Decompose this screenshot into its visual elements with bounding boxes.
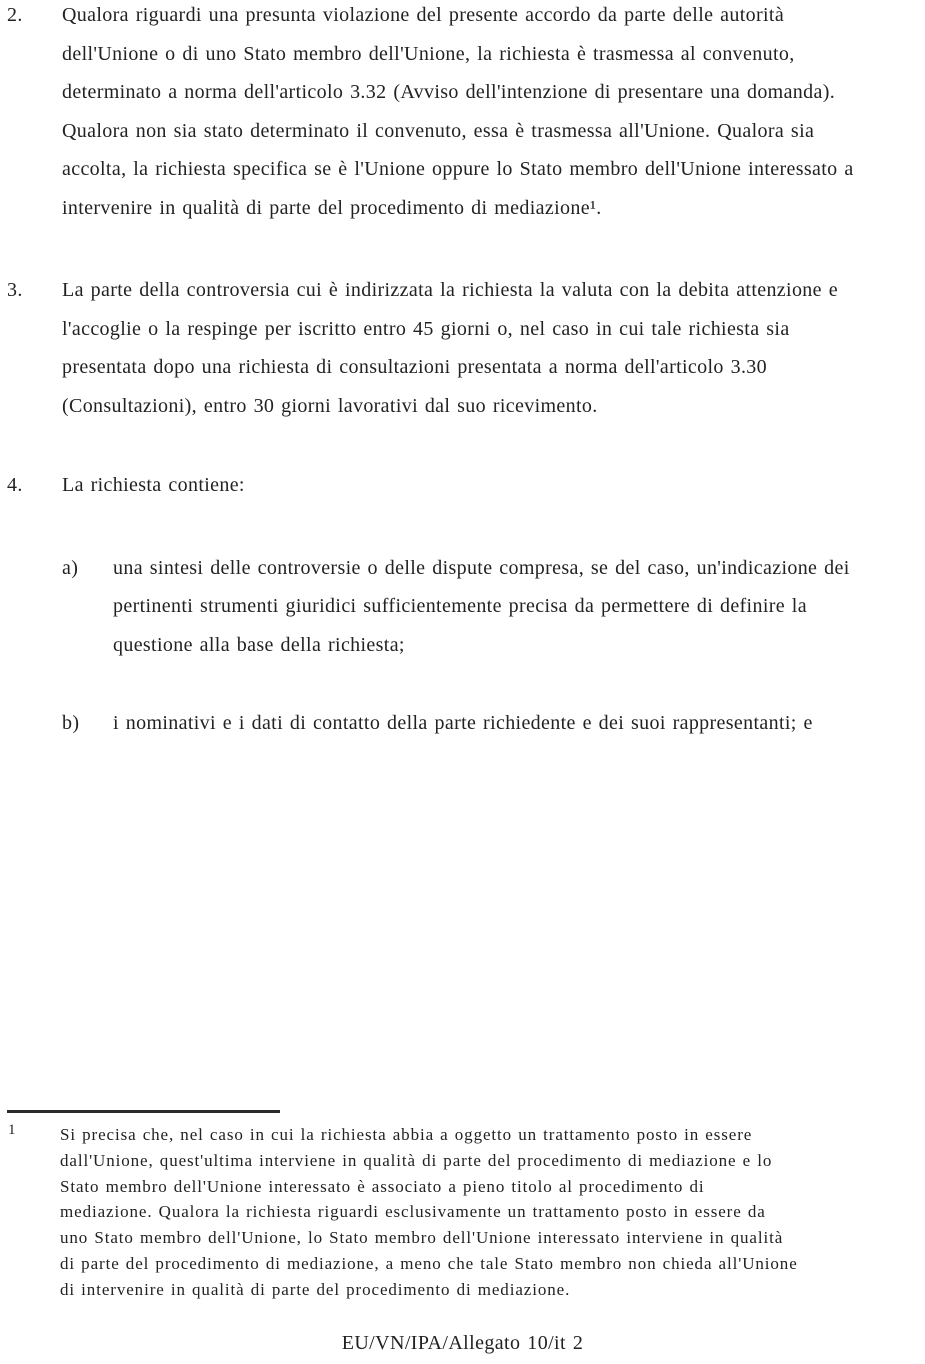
footnote-line: Si precisa che, nel caso in cui la richiesta abbia a oggetto un trattamento posto in essere	[60, 1125, 753, 1144]
text-line: i nominativi e i dati di contatto della parte richiedente e dei suoi rappresentanti; e	[113, 712, 813, 734]
footnote-line: Stato membro dell'Unione interessato è associato a pieno titolo al procedimento di	[60, 1176, 705, 1196]
item-label: 3.	[7, 279, 23, 301]
text-line: La richiesta contiene:	[62, 474, 245, 496]
item-label: 4.	[7, 474, 23, 496]
item-text	[62, 0, 917, 227]
text-line: Qualora non sia stato determinato il convenuto, essa è trasmessa all'Unione. Qualora sia	[62, 119, 815, 142]
item-label: a)	[62, 556, 79, 579]
numbered-item	[7, 271, 917, 425]
item-label: 2.	[7, 4, 23, 26]
document-body	[7, 0, 917, 743]
item-text	[62, 271, 917, 425]
item-label: b)	[62, 712, 80, 734]
document-reference: EU/VN/IPA/Allegato 10/it 2	[341, 1332, 584, 1354]
text-line: presentata dopo una richiesta di consultazioni presentata a norma dell'articolo 3.30	[62, 356, 767, 378]
text-line: l'accoglie o la respinge per iscritto entro 45 giorni o, nel caso in cui tale richiesta sia	[62, 317, 790, 340]
sub-item	[7, 549, 917, 665]
item-text	[113, 549, 917, 665]
text-line: una sintesi delle controversie o delle dispute compresa, se del caso, un'indicazione dei	[113, 556, 850, 579]
footnote-line: di intervenire in qualità di parte del procedimento di mediazione.	[60, 1279, 571, 1299]
footnote-text	[60, 1122, 912, 1303]
text-line: questione alla base della richiesta;	[113, 633, 405, 656]
numbered-item	[7, 0, 917, 227]
text-line: accolta, la richiesta specifica se è l'Unione oppure lo Stato membro dell'Unione interessato a	[62, 158, 854, 180]
footnote-line: mediazione. Qualora la richiesta riguardi esclusivamente un trattamento posto in essere da	[60, 1202, 766, 1222]
page-footer	[0, 1332, 925, 1355]
text-line: intervenire in qualità di parte del procedimento di mediazione¹.	[62, 196, 602, 219]
footnote-line: di parte del procedimento di mediazione, a meno che tale Stato membro non chieda all'Unione	[60, 1253, 798, 1273]
text-line: determinato a norma dell'articolo 3.32 (Avviso dell'intenzione di presentare una domanda).	[62, 81, 836, 103]
footnote-marker: 1	[8, 1122, 16, 1138]
numbered-item	[7, 466, 917, 505]
item-text	[62, 466, 917, 505]
footnote-line: dall'Unione, quest'ultima interviene in qualità di parte del procedimento di mediazione e lo	[60, 1150, 773, 1170]
sub-item	[7, 704, 917, 743]
item-text	[113, 704, 917, 743]
footnote-line: uno Stato membro dell'Unione, lo Stato membro dell'Unione interessato interviene in qualità	[60, 1228, 784, 1248]
text-line: (Consultazioni), entro 30 giorni lavorativi dal suo ricevimento.	[62, 394, 598, 417]
text-line: La parte della controversia cui è indirizzata la richiesta la valuta con la debita attenzione e	[62, 279, 838, 301]
text-line: dell'Unione o di uno Stato membro dell'Unione, la richiesta è trasmessa al convenuto,	[62, 42, 795, 65]
footnote-section	[7, 1122, 912, 1303]
footnote-separator-rule	[7, 1110, 280, 1113]
text-line: Qualora riguardi una presunta violazione del presente accordo da parte delle autorità	[62, 4, 785, 26]
text-line: pertinenti strumenti giuridici sufficientemente precisa da permettere di definire la	[113, 595, 807, 617]
